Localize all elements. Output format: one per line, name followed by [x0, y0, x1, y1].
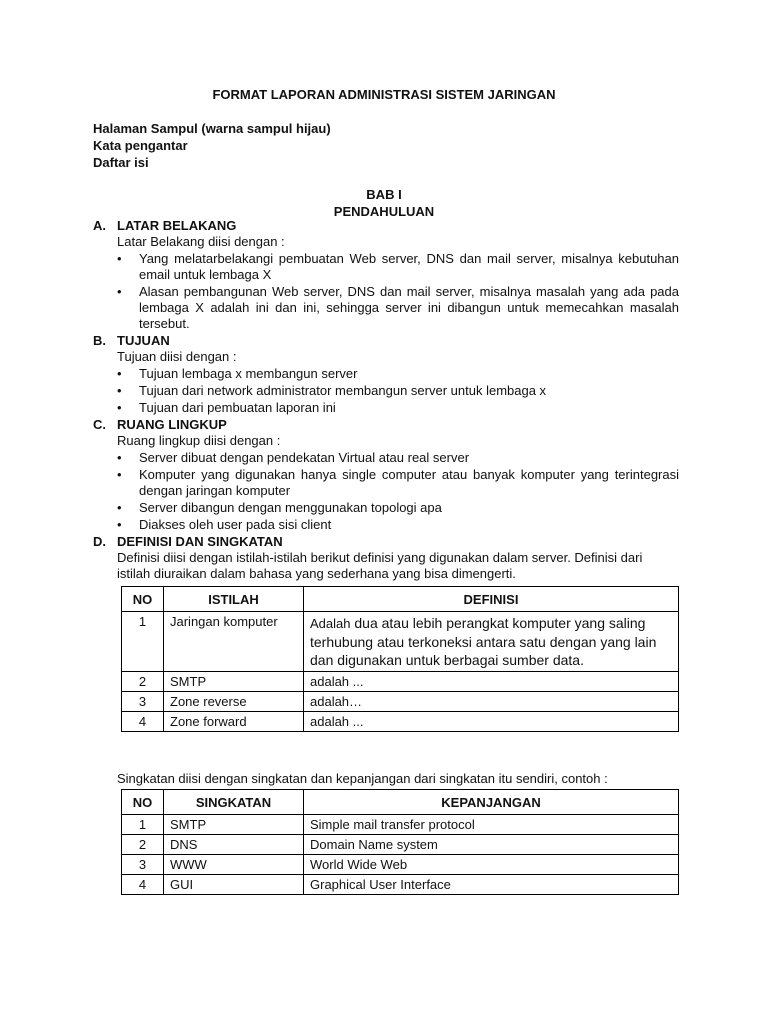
section-d-heading: D. DEFINISI DAN SINGKATAN — [93, 534, 283, 549]
bullet-icon: • — [117, 500, 122, 515]
column-header-expansion: KEPANJANGAN — [304, 790, 679, 815]
section-b-heading: B. TUJUAN — [93, 333, 170, 348]
section-c-heading: C. RUANG LINGKUP — [93, 417, 227, 432]
cell-no: 3 — [122, 855, 164, 875]
cell-no: 1 — [122, 612, 164, 672]
list-item: • Tujuan lembaga x membangun server — [117, 366, 358, 381]
cell-expansion: World Wide Web — [304, 855, 679, 875]
bullet-icon: • — [117, 251, 122, 266]
abbreviation-table — [121, 789, 679, 895]
cell-definition: adalah ... — [304, 672, 679, 692]
cell-definition: adalah ... — [304, 712, 679, 732]
table-row — [122, 875, 679, 895]
document-title: FORMAT LAPORAN ADMINISTRASI SISTEM JARINGAN — [212, 87, 556, 102]
bullet-icon: • — [117, 517, 122, 532]
table-row — [122, 692, 679, 712]
section-c-intro: Ruang lingkup diisi dengan : — [117, 433, 281, 448]
section-d-intro: Definisi diisi dengan istilah-istilah berikut definisi yang digunakan dalam server. Definisi dari istilah diuraikan dalam bahasa yang sederhana yang bisa dimengerti. — [117, 550, 643, 581]
front-item-cover: Halaman Sampul (warna sampul hijau) — [93, 121, 331, 136]
column-header-no: NO — [122, 587, 164, 612]
cell-no: 1 — [122, 815, 164, 835]
list-item: • Diakses oleh user pada sisi client — [117, 517, 332, 532]
cell-term: SMTP — [164, 672, 304, 692]
list-item: • Tujuan dari pembuatan laporan ini — [117, 400, 336, 415]
front-item-toc: Daftar isi — [93, 155, 149, 170]
abbreviation-intro: Singkatan diisi dengan singkatan dan kepanjangan dari singkatan itu sendiri, contoh : — [117, 771, 608, 786]
table-header-row — [122, 587, 679, 612]
front-matter — [93, 120, 331, 171]
cell-term: Jaringan komputer — [164, 612, 304, 672]
column-header-abbreviation: SINGKATAN — [164, 790, 304, 815]
bullet-icon: • — [117, 383, 122, 398]
cell-expansion: Domain Name system — [304, 835, 679, 855]
cell-expansion: Graphical User Interface — [304, 875, 679, 895]
cell-expansion: Simple mail transfer protocol — [304, 815, 679, 835]
cell-abbreviation: WWW — [164, 855, 304, 875]
list-item: • Tujuan dari network administrator membangun server untuk lembaga x — [117, 383, 547, 398]
chapter-number: BAB I — [366, 187, 402, 202]
table-row — [122, 835, 679, 855]
table-row — [122, 612, 679, 672]
list-item: • Komputer yang digunakan hanya single computer atau banyak komputer yang terintegrasi dengan jaringan komputer — [117, 467, 679, 498]
section-b-intro: Tujuan diisi dengan : — [117, 349, 237, 364]
list-item: • Alasan pembangunan Web server, DNS dan mail server, misalnya masalah yang ada pada lembaga X adalah ini dan ini, sehingga server ini dibangun untuk memecahkan masalah tersebut. — [117, 284, 679, 331]
cell-no: 4 — [122, 712, 164, 732]
cell-term: Zone reverse — [164, 692, 304, 712]
cell-definition: adalah… — [304, 692, 679, 712]
chapter-name: PENDAHULUAN — [333, 204, 435, 219]
cell-no: 4 — [122, 875, 164, 895]
cell-abbreviation: GUI — [164, 875, 304, 895]
bullet-icon: • — [117, 467, 122, 482]
section-c-list — [93, 450, 679, 533]
chapter-heading — [0, 186, 768, 220]
cell-no: 2 — [122, 835, 164, 855]
table-row — [122, 815, 679, 835]
front-item-preface: Kata pengantar — [93, 138, 188, 153]
cell-abbreviation: SMTP — [164, 815, 304, 835]
column-header-term: ISTILAH — [164, 587, 304, 612]
section-a-list — [93, 251, 679, 332]
cell-no: 3 — [122, 692, 164, 712]
bullet-icon: • — [117, 400, 122, 415]
bullet-icon: • — [117, 450, 122, 465]
table-row — [122, 855, 679, 875]
table-header-row — [122, 790, 679, 815]
cell-term: Zone forward — [164, 712, 304, 732]
column-header-no: NO — [122, 790, 164, 815]
section-a-heading: A. LATAR BELAKANG — [93, 218, 237, 233]
bullet-icon: • — [117, 366, 122, 381]
chapter-content — [93, 218, 679, 582]
table-row — [122, 712, 679, 732]
definition-table — [121, 586, 679, 732]
cell-no: 2 — [122, 672, 164, 692]
list-item: • Server dibangun dengan menggunakan topologi apa — [117, 500, 442, 515]
table-row — [122, 672, 679, 692]
list-item: • Yang melatarbelakangi pembuatan Web server, DNS dan mail server, misalnya kebutuhan email untuk lembaga X — [117, 251, 679, 282]
column-header-definition: DEFINISI — [304, 587, 679, 612]
cell-definition: Adalah dua atau lebih perangkat komputer yang saling terhubung atau terkoneksi antara satu dengan yang lain dan digunakan untuk berbagai sumber data. — [304, 612, 679, 672]
section-b-list — [93, 366, 679, 416]
bullet-icon: • — [117, 284, 122, 299]
section-a-intro: Latar Belakang diisi dengan : — [117, 234, 285, 249]
list-item: • Server dibuat dengan pendekatan Virtual atau real server — [117, 450, 470, 465]
cell-abbreviation: DNS — [164, 835, 304, 855]
